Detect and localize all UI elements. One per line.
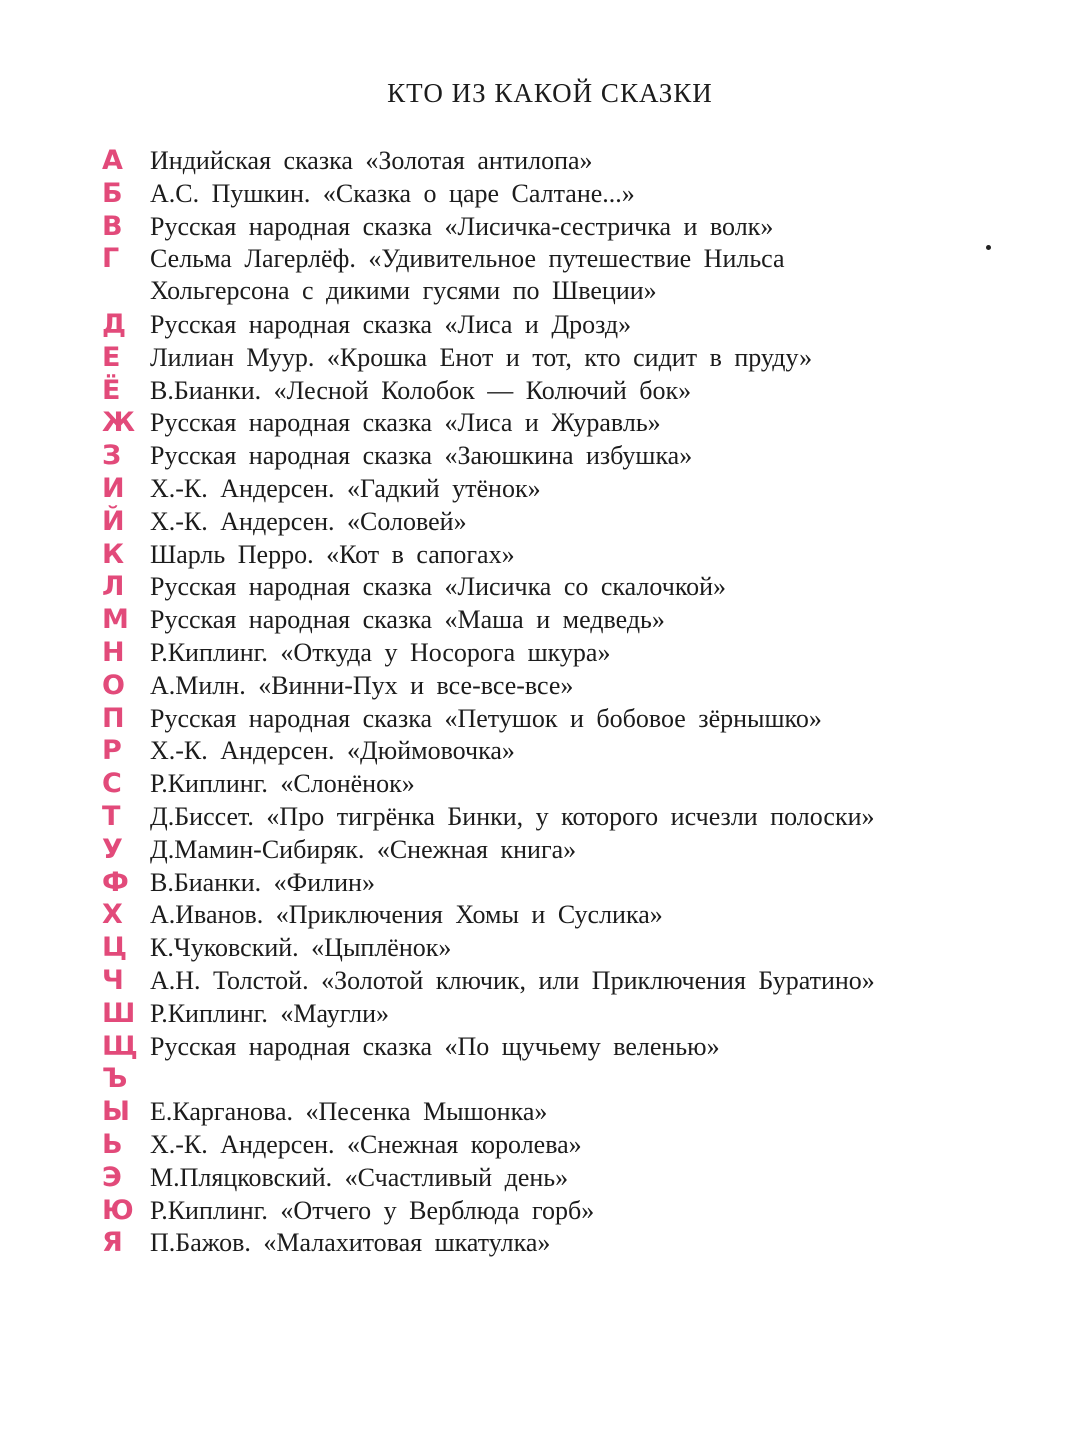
list-item [100,145,1060,178]
alphabet-letter: Л [102,571,125,603]
tale-reference: А.Милн. «Винни-Пух и все-все-все» [150,670,574,700]
tale-reference: Х.-К. Андерсен. «Снежная королева» [150,1129,582,1159]
alphabet-letter: С [102,768,122,800]
list-item [100,440,1060,473]
tale-reference: Русская народная сказка «Лиса и Дрозд» [150,309,632,339]
tale-reference: В.Бианки. «Лесной Колобок — Колючий бок» [150,375,692,405]
list-item [100,932,1060,965]
list-item [100,965,1060,998]
alphabet-letter: Ж [102,407,136,439]
tale-reference: Индийская сказка «Золотая антилопа» [150,146,593,175]
list-item [100,506,1060,539]
tale-reference: Сельма Лагерлёф. «Удивительное путешествие Нильса [150,244,785,274]
alphabet-letter: П [102,702,125,734]
tale-reference: Хольгерсона с дикими гусями по Швеции» [150,276,657,306]
alphabet-letter: Ъ [102,1063,128,1095]
tale-reference: Р.Киплинг. «Слонёнок» [150,769,415,799]
alphabet-letter: Ю [102,1194,134,1226]
list-item [100,375,1060,408]
tale-reference: Р.Киплинг. «Откуда у Носорога шкура» [150,637,611,667]
alphabet-letter: И [102,472,125,504]
tale-reference: Шарль Перро. «Кот в сапогах» [150,539,515,569]
alphabet-letter: Е [102,341,121,373]
alphabet-letter: Г [102,243,120,275]
entry-list [100,145,1060,1260]
tale-reference: М.Пляцковский. «Счастливый день» [150,1162,569,1192]
tale-reference: А.Н. Толстой. «Золотой ключик, или Приключения Буратино» [150,965,875,995]
alphabet-letter: З [102,440,122,472]
alphabet-letter: Щ [102,1030,138,1062]
alphabet-letter: Я [102,1227,123,1259]
list-item [100,571,1060,604]
list-item [100,1195,1060,1228]
alphabet-letter: Д [102,308,127,340]
tale-reference: Русская народная сказка «Лисичка-сестричка и волк» [150,211,774,241]
alphabet-letter: Ы [102,1096,130,1128]
list-item [100,1063,1060,1096]
list-item [100,178,1060,211]
tale-reference: Русская народная сказка «Лиса и Журавль» [150,408,661,438]
list-item [100,309,1060,342]
alphabet-letter: Ч [102,964,124,996]
tale-reference: Х.-К. Андерсен. «Дюймовочка» [150,736,515,766]
list-item [100,407,1060,440]
tale-reference: Е.Карганова. «Песенка Мышонка» [150,1097,548,1127]
list-item [100,1031,1060,1064]
list-item [100,834,1060,867]
tale-reference: Р.Киплинг. «Маугли» [150,998,389,1028]
entry-continuation [100,276,1060,309]
tale-reference: В.Бианки. «Филин» [150,867,375,897]
list-item [100,1227,1060,1260]
tale-reference: Д.Мамин-Сибиряк. «Снежная книга» [150,834,577,864]
list-item [100,211,1060,244]
alphabet-letter: Т [102,800,121,832]
list-item [100,243,1060,276]
alphabet-letter: Ё [102,374,121,406]
tale-reference: П.Бажов. «Малахитовая шкатулка» [150,1228,551,1258]
list-item [100,899,1060,932]
tale-reference: К.Чуковский. «Цыплёнок» [150,933,452,963]
tale-reference: Лилиан Муур. «Крошка Енот и тот, кто сидит в пруду» [150,342,813,372]
list-item [100,998,1060,1031]
list-item [100,801,1060,834]
alphabet-letter: Х [102,899,123,931]
alphabet-letter: В [102,210,123,242]
tale-reference: А.С. Пушкин. «Сказка о царе Салтане...» [150,178,635,208]
alphabet-letter: К [102,538,125,570]
tale-reference: Русская народная сказка «Заюшкина избушка» [150,441,693,471]
tale-reference: А.Иванов. «Приключения Хомы и Суслика» [150,900,663,930]
list-item [100,768,1060,801]
alphabet-letter: М [102,604,129,636]
alphabet-letter: Б [102,177,123,209]
list-item [100,539,1060,572]
list-item [100,703,1060,736]
page-title: КТО ИЗ КАКОЙ СКАЗКИ [387,78,713,108]
alphabet-letter: Ш [102,997,136,1029]
tale-reference: Русская народная сказка «Маша и медведь» [150,605,665,635]
alphabet-letter: А [102,145,123,176]
tale-reference: Русская народная сказка «Лисичка со скалочкой» [150,572,727,602]
list-item [100,1096,1060,1129]
alphabet-letter: Ь [102,1128,123,1160]
list-item [100,670,1060,703]
alphabet-letter: Ф [102,866,129,898]
list-item [100,342,1060,375]
alphabet-letter: Р [102,735,122,767]
list-item [100,637,1060,670]
list-item [100,473,1060,506]
list-item [100,1162,1060,1195]
list-item [100,735,1060,768]
alphabet-letter: Э [102,1161,122,1193]
tale-reference: Р.Киплинг. «Отчего у Верблюда горб» [150,1195,595,1225]
alphabet-letter: Н [102,636,125,668]
tale-reference: Д.Биссет. «Про тигрёнка Бинки, у которого исчезли полоски» [150,801,875,831]
alphabet-letter: О [102,669,125,701]
list-item [100,867,1060,900]
tale-reference: Русская народная сказка «По щучьему веленью» [150,1031,720,1061]
tale-reference: Х.-К. Андерсен. «Гадкий утёнок» [150,473,541,503]
alphabet-letter: Й [102,505,125,537]
alphabet-letter: Ц [102,932,128,964]
alphabet-letter: У [102,833,123,865]
tale-reference: Х.-К. Андерсен. «Соловей» [150,506,467,536]
list-item [100,604,1060,637]
tale-reference: Русская народная сказка «Петушок и бобовое зёрнышко» [150,703,822,733]
list-item [100,1129,1060,1162]
